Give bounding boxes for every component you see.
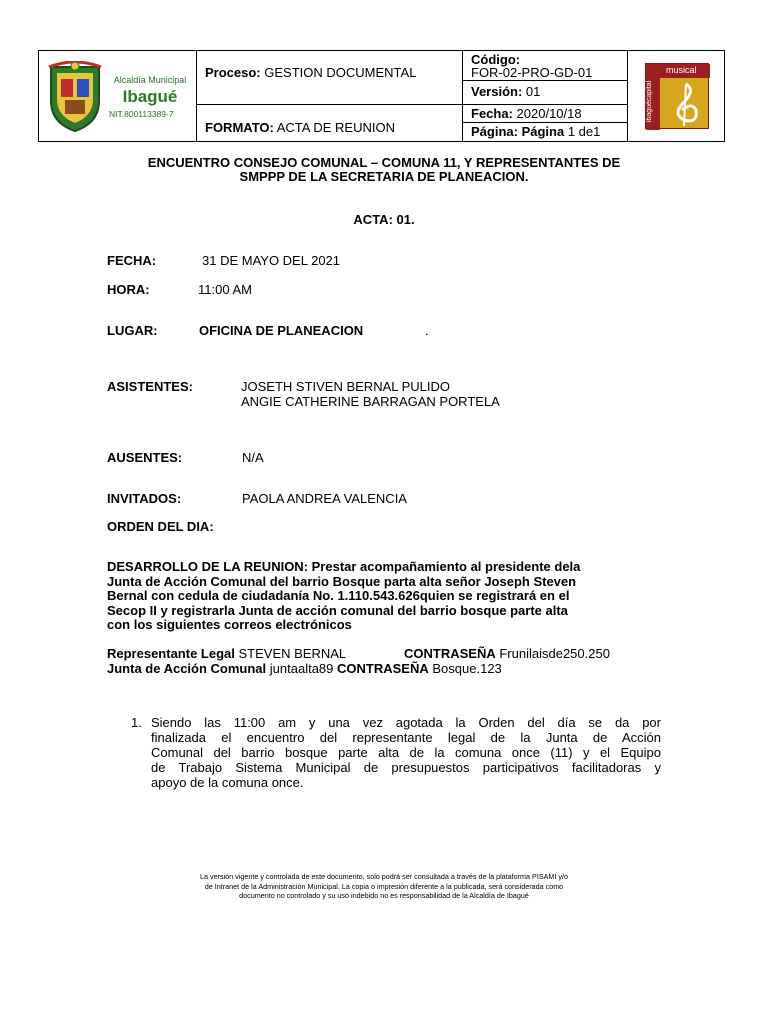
representante-legal-row bbox=[107, 646, 346, 661]
footer-line: documento no controlado y su uso indebido no es responsabilidad de la Alcaldía de Ibagué bbox=[239, 891, 529, 900]
formato-value: ACTA DE REUNION bbox=[276, 120, 395, 135]
header-divider bbox=[462, 122, 627, 123]
desarrollo-line: con los siguientes correos electrónicos bbox=[107, 617, 352, 632]
contrasena-value: Frunilaisde250.250 bbox=[499, 646, 610, 661]
proceso-value: GESTION DOCUMENTAL bbox=[264, 65, 417, 80]
representante-legal-value: STEVEN BERNAL bbox=[238, 646, 347, 661]
ibague-coat-of-arms-logo bbox=[45, 61, 105, 133]
asistentes-label: ASISTENTES: bbox=[107, 379, 193, 394]
junta-accion-comunal-value: juntaalta89 bbox=[269, 661, 334, 676]
list-item-line: de Trabajo Sistema Municipal de presupuestos participativos facilitadoras y bbox=[151, 760, 661, 775]
document-footer bbox=[90, 872, 678, 901]
contrasena-label: CONTRASEÑA bbox=[337, 661, 429, 676]
desarrollo-line: Junta de Acción Comunal del barrio Bosque parta alta señor Joseph Steven bbox=[107, 573, 577, 589]
header-divider bbox=[462, 80, 627, 81]
list-item-line: finalizada el encuentro del representante legal de la Junta de Acción bbox=[151, 730, 661, 745]
ibague-capital-musical-logo bbox=[645, 63, 709, 129]
fecha-header-value: 2020/10/18 bbox=[516, 106, 582, 121]
desarrollo-line: Bernal con cedula de ciudadanía No. 1.110.543.626quien se registrará en el bbox=[107, 588, 570, 603]
version-row bbox=[471, 84, 540, 99]
nit-label: NIT.800113389-7 bbox=[109, 109, 174, 119]
orden-del-dia-label: ORDEN DEL DIA: bbox=[107, 519, 214, 534]
acta-number: ACTA: 01. bbox=[353, 212, 415, 227]
lugar-value: OFICINA DE PLANEACION bbox=[199, 323, 364, 338]
version-label: Versión: bbox=[471, 84, 523, 99]
lugar-label: LUGAR: bbox=[107, 323, 158, 338]
meeting-title-line-1: ENCUENTRO CONSEJO COMUNAL – COMUNA 11, Y REPRESENTANTES DE bbox=[147, 155, 621, 170]
hora-label: HORA: bbox=[107, 282, 150, 297]
pagina-label: Página: bbox=[471, 124, 518, 139]
meeting-title-line-2: SMPPP DE LA SECRETARIA DE PLANEACION. bbox=[239, 169, 529, 184]
ibague-capital-text: ibaguécapital bbox=[646, 80, 654, 123]
header-divider bbox=[462, 51, 463, 141]
list-item-line: Comunal del barrio bosque parte alta de la comuna once (11) y el Equipo bbox=[151, 745, 661, 760]
pagina-value: 1 de1 bbox=[567, 124, 601, 139]
contrasena-row-1 bbox=[404, 646, 610, 661]
ausentes-label: AUSENTES: bbox=[107, 450, 183, 465]
list-item-line: apoyo de la comuna once. bbox=[151, 775, 304, 790]
junta-accion-comunal-row bbox=[107, 661, 502, 676]
lugar-dot: . bbox=[425, 323, 429, 338]
ausentes-value: N/A bbox=[242, 450, 264, 465]
invitados-label: INVITADOS: bbox=[107, 491, 182, 506]
desarrollo-paragraph bbox=[107, 560, 661, 633]
codigo-value: FOR-02-PRO-GD-01 bbox=[471, 65, 593, 80]
fecha-value: 31 DE MAYO DEL 2021 bbox=[202, 253, 341, 268]
codigo-label: Código: bbox=[471, 52, 521, 67]
asistente-item: ANGIE CATHERINE BARRAGAN PORTELA bbox=[241, 394, 500, 409]
alcaldia-label: Alcaldía Municipal bbox=[113, 75, 187, 85]
list-item bbox=[151, 715, 661, 790]
document-header-table bbox=[38, 50, 725, 142]
header-divider bbox=[627, 51, 628, 141]
version-value: 01 bbox=[525, 84, 541, 99]
footer-line: La versión vigente y controlada de este documento, solo podrá ser consultada a través de la plataforma PISAMI y/o bbox=[200, 872, 568, 881]
list-item-number: 1. bbox=[131, 715, 142, 730]
list-item-line: Siendo las 11:00 am y una vez agotada la Orden del día se da por bbox=[151, 715, 661, 730]
desarrollo-line: Secop II y registrarla Junta de acción comunal del barrio bosque parte alta bbox=[107, 602, 568, 618]
junta-accion-comunal-label: Junta de Acción Comunal bbox=[107, 661, 267, 676]
proceso-row bbox=[205, 65, 416, 80]
invitados-value: PAOLA ANDREA VALENCIA bbox=[242, 491, 407, 506]
fecha-header-row bbox=[471, 106, 582, 121]
footer-line: de Intranet de la Administración Municipal. La copia o impresión diferente a la publicada, será considerada como bbox=[204, 881, 564, 891]
representante-legal-label: Representante Legal bbox=[107, 646, 235, 661]
contrasena-label: CONTRASEÑA bbox=[404, 646, 496, 661]
musical-text: musical bbox=[666, 65, 697, 75]
treble-clef-icon bbox=[662, 80, 708, 128]
proceso-label: Proceso: bbox=[205, 65, 261, 80]
contrasena-value: Bosque.123 bbox=[432, 661, 502, 676]
header-divider bbox=[196, 51, 197, 141]
formato-label: FORMATO: bbox=[205, 120, 274, 135]
asistente-item: JOSETH STIVEN BERNAL PULIDO bbox=[241, 379, 451, 394]
header-divider bbox=[196, 104, 462, 105]
formato-row bbox=[205, 120, 395, 135]
hora-value: 11:00 AM bbox=[198, 282, 252, 297]
header-divider bbox=[462, 104, 627, 105]
pagina-row bbox=[471, 124, 600, 139]
pagina-word: Página bbox=[521, 124, 565, 139]
desarrollo-line: DESARROLLO DE LA REUNION: Prestar acompañamiento al presidente dela bbox=[107, 559, 581, 574]
fecha-header-label: Fecha: bbox=[471, 106, 513, 121]
fecha-label: FECHA: bbox=[107, 253, 157, 268]
ibague-logo-text: Ibagué bbox=[122, 87, 178, 106]
